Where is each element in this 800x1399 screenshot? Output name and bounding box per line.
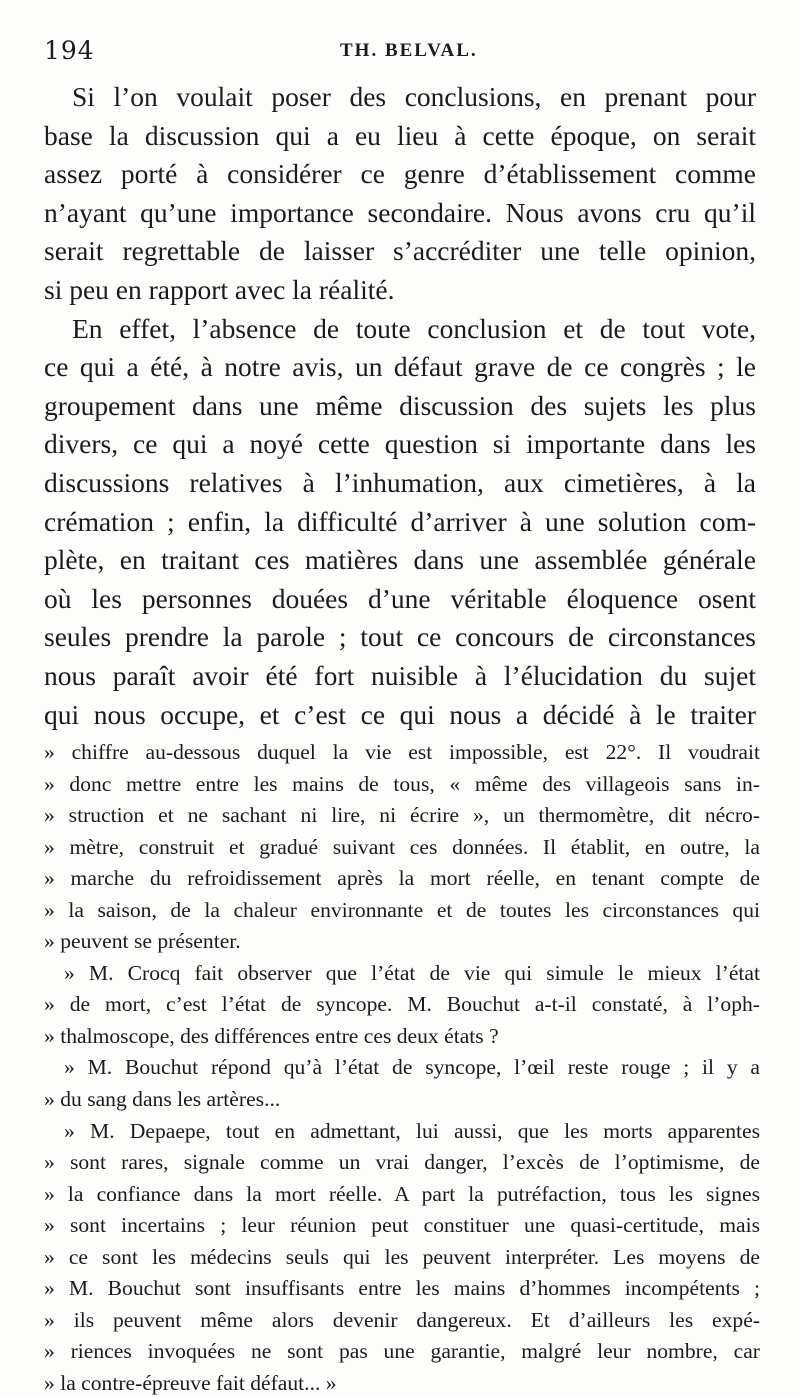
- text-line: si peu en rapport avec la réalité.: [44, 273, 395, 305]
- text-line: divers, ce qui a noyé cette question si importante dans les: [44, 428, 756, 460]
- quote-line: » du sang dans les artères...: [44, 1087, 281, 1112]
- quoted-text-block: [44, 737, 760, 1399]
- quote-line: » M. Crocq fait observer que l’état de vie qui simule le mieux l’état: [64, 960, 760, 985]
- text-line: qui nous occupe, et c’est ce qui nous a décidé à le traiter: [44, 698, 756, 730]
- quote-line: » thalmoscope, des différences entre ces deux états ?: [44, 1023, 499, 1048]
- text-line: serait regrettable de laisser s’accréditer une telle opinion,: [44, 235, 756, 267]
- quote-line: » M. Depaepe, tout en admettant, lui aussi, que les morts apparentes: [64, 1118, 760, 1143]
- quote-line: » M. Bouchut répond qu’à l’état de syncope, l’œil reste rouge ; il y a: [64, 1055, 760, 1080]
- quote-line: » marche du refroidissement après la mort réelle, en tenant compte de: [44, 866, 760, 891]
- quote-line: » sont rares, signale comme un vrai danger, l’excès de l’optimisme, de: [44, 1150, 760, 1175]
- quote-line: » de mort, c’est l’état de syncope. M. Bouchut a-t-il constaté, à l’oph-: [44, 992, 760, 1017]
- quote-line: » donc mettre entre les mains de tous, « même des villageois sans in-: [44, 771, 760, 796]
- text-line: Si l’on voulait poser des conclusions, en prenant pour: [72, 81, 756, 112]
- quote-line: » peuvent se présenter.: [44, 929, 241, 954]
- quote-line: » ils peuvent même alors devenir dangereux. Et d’ailleurs les expé-: [44, 1307, 760, 1332]
- running-head: TH. BELVAL.: [340, 40, 478, 61]
- main-text-block: [44, 78, 756, 734]
- text-line: En effet, l’absence de toute conclusion et de tout vote,: [72, 312, 756, 344]
- quote-line: » la contre-épreuve fait défaut... »: [44, 1370, 337, 1395]
- text-line: ce qui a été, à notre avis, un défaut grave de ce congrès ; le: [44, 351, 756, 383]
- page-number: 194: [44, 36, 95, 65]
- text-line: groupement dans une même discussion des sujets les plus: [44, 389, 756, 421]
- page-header: [44, 36, 756, 70]
- quote-line: » sont incertains ; leur réunion peut constituer une quasi-certitude, mais: [44, 1213, 760, 1238]
- text-line: plète, en traitant ces matières dans une assemblée générale: [44, 544, 756, 576]
- text-line: base la discussion qui a eu lieu à cette époque, on serait: [44, 119, 756, 151]
- text-line: nous paraît avoir été fort nuisible à l’élucidation du sujet: [44, 659, 756, 691]
- quote-line: » riences invoquées ne sont pas une garantie, malgré leur nombre, car: [44, 1339, 760, 1364]
- text-line: où les personnes douées d’une véritable éloquence osent: [44, 582, 756, 614]
- text-line: seules prendre la parole ; tout ce concours de circonstances: [44, 621, 756, 653]
- quote-line: » chiffre au-dessous duquel la vie est impossible, est 22°. Il voudrait: [44, 740, 760, 764]
- quote-line: » ce sont les médecins seuls qui les peuvent interpréter. Les moyens de: [44, 1244, 760, 1269]
- quote-line: » struction et ne sachant ni lire, ni écrire », un thermomètre, dit nécro-: [44, 803, 760, 828]
- text-line: assez porté à considérer ce genre d’établissement comme: [44, 158, 756, 190]
- text-line: discussions relatives à l’inhumation, aux cimetières, à la: [44, 466, 756, 498]
- quote-line: » la confiance dans la mort réelle. A part la putréfaction, tous les signes: [44, 1181, 760, 1206]
- quote-line: » mètre, construit et gradué suivant ces données. Il établit, en outre, la: [44, 834, 760, 859]
- quote-line: » la saison, de la chaleur environnante et de toutes les circonstances qui: [44, 897, 760, 922]
- quote-line: » M. Bouchut sont insuffisants entre les mains d’hommes incompétents ;: [44, 1276, 760, 1301]
- text-line: crémation ; enfin, la difficulté d’arriver à une solution com-: [44, 505, 756, 537]
- text-line: n’ayant qu’une importance secondaire. Nous avons cru qu’il: [44, 196, 756, 228]
